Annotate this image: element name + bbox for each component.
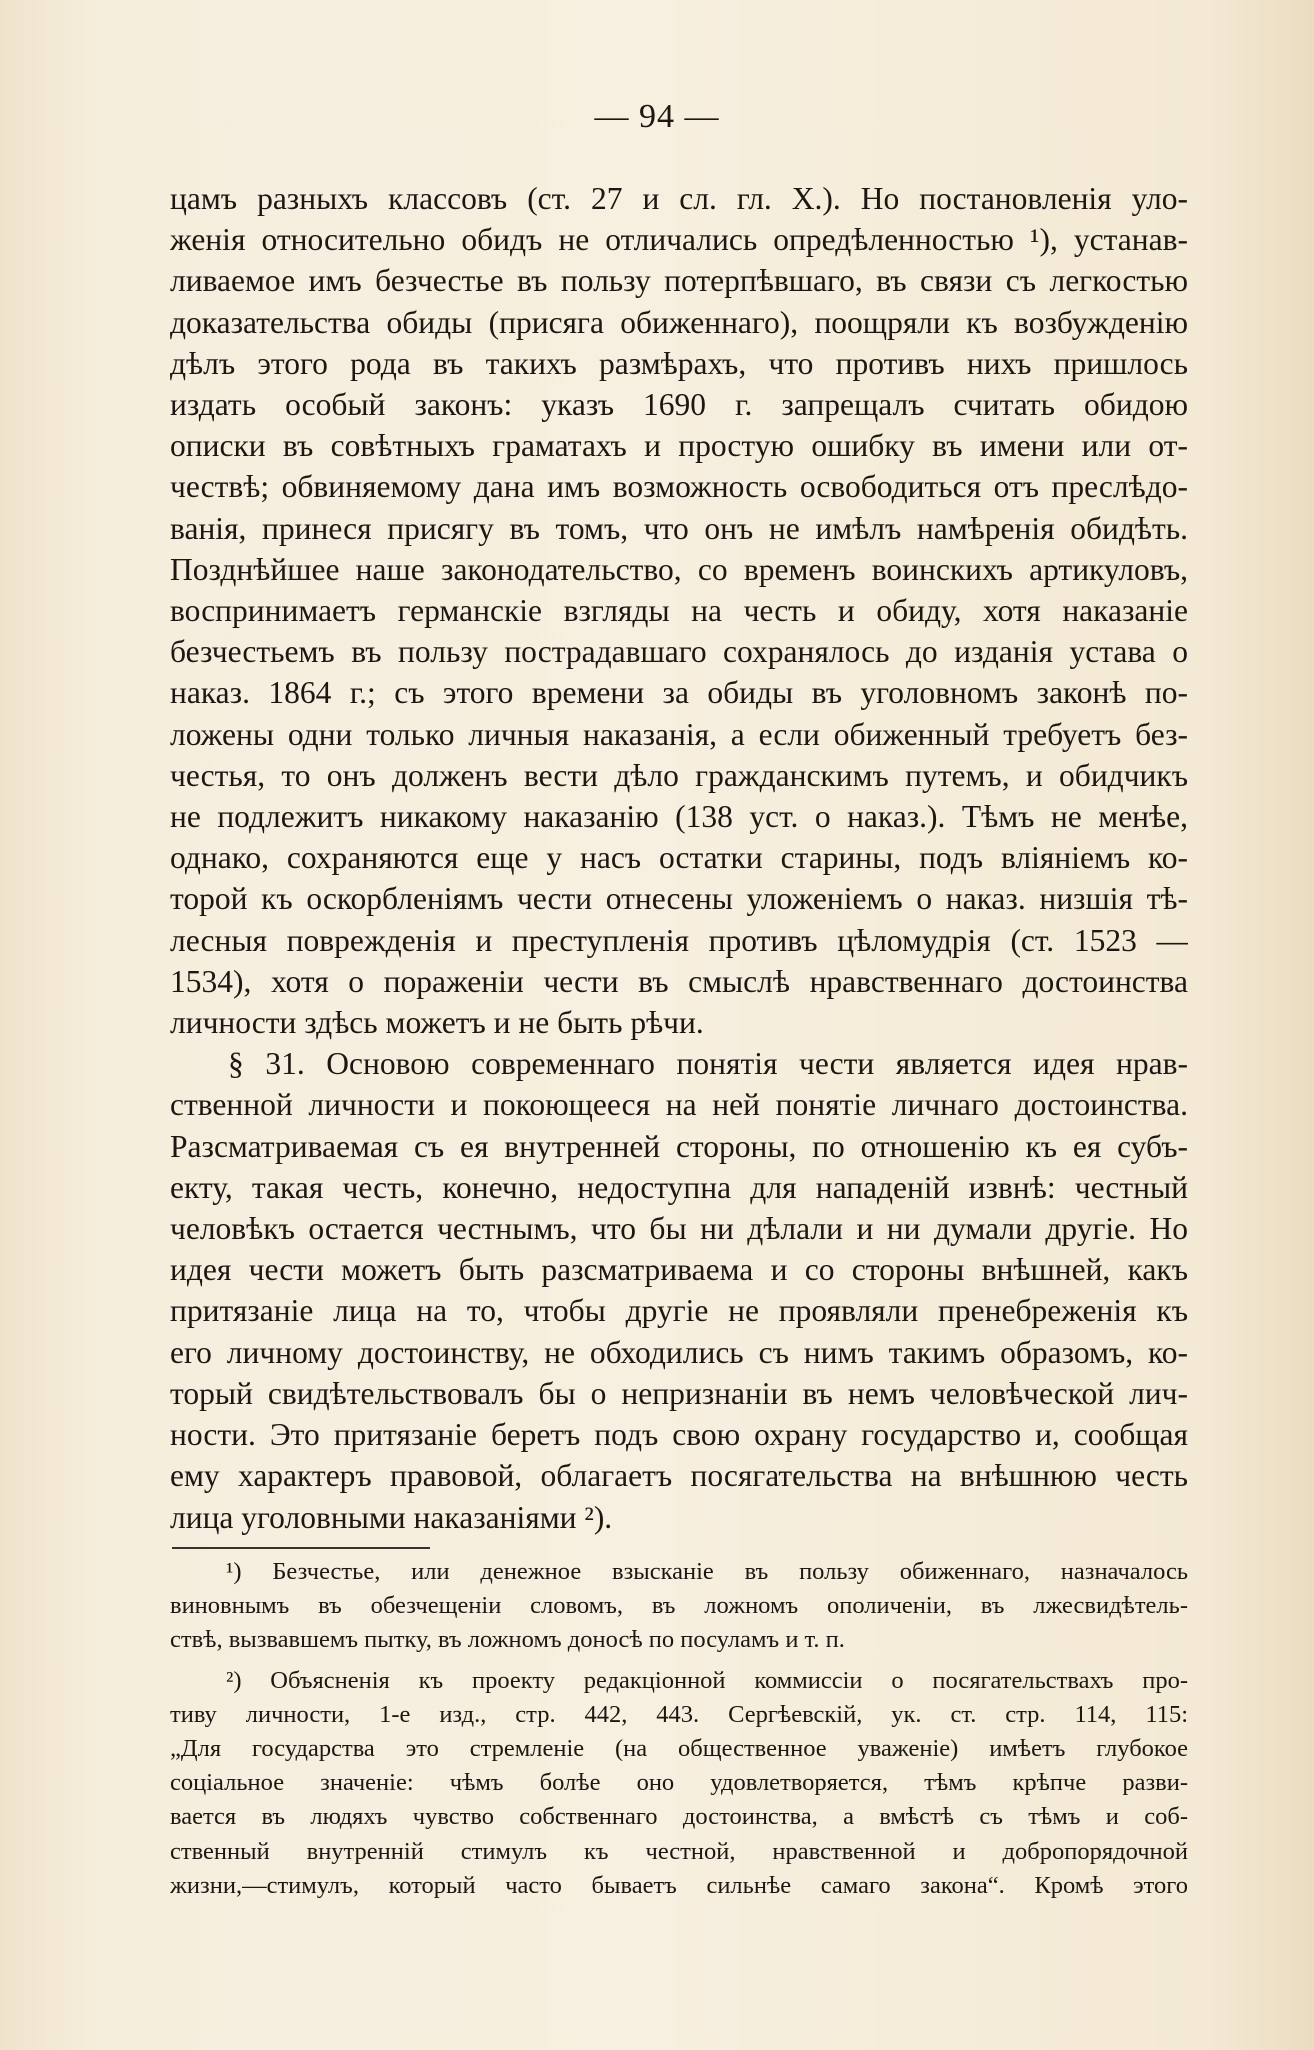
text-line: личности здѣсь можетъ и не быть рѣчи.	[170, 1005, 704, 1041]
text-line: его личному достоинству, не обходились съ нимъ такимъ образомъ, ко-	[170, 1334, 1188, 1370]
footnote-line: соціальное значеніе: чѣмъ болѣе оно удовлетворяется, тѣмъ крѣпче разви-	[170, 1769, 1188, 1797]
text-line: воспринимаетъ германскіе взгляды на честь и обиду, хотя наказаніе	[170, 593, 1188, 629]
text-line: ванія, принеся присягу въ томъ, что онъ не имѣлъ намѣренія обидѣть.	[170, 510, 1188, 546]
text-line: Позднѣйшее наше законодательство, со временъ воинскихъ артикуловъ,	[170, 551, 1188, 587]
text-line: торой къ оскорбленіямъ чести отнесены уложеніемъ о наказ. низшія тѣ-	[170, 881, 1188, 917]
text-line: издать особый законъ: указъ 1690 г. запрещалъ считать обидою	[170, 387, 1188, 423]
main-text	[170, 178, 1188, 1538]
text-line: описки въ совѣтныхъ граматахъ и простую ошибку въ имени или от-	[170, 428, 1188, 464]
text-line: человѣкъ остается честнымъ, что бы ни дѣлали и ни думали другіе. Но	[170, 1211, 1188, 1247]
footnote-line: вается въ людяхъ чувство собственнаго достоинства, а вмѣстѣ съ тѣмъ и соб-	[170, 1803, 1188, 1831]
text-line: женія относительно обидъ не отличались опредѣленностью ¹), устанав-	[170, 222, 1188, 258]
footnotes	[170, 1555, 1188, 1903]
text-line: наказ. 1864 г.; съ этого времени за обиды въ уголовномъ законѣ по-	[170, 675, 1188, 711]
footnote-line: тиву личности, 1-е изд., стр. 442, 443. Сергѣевскій, ук. ст. стр. 114, 115:	[170, 1700, 1188, 1728]
text-line: ности. Это притязаніе беретъ подъ свою охрану государство и, сообщая	[170, 1417, 1188, 1453]
text-line: ственной личности и покоющееся на ней понятіе личнаго достоинства.	[170, 1087, 1188, 1123]
text-line: Разсматриваемая съ ея внутренней стороны, по отношенію къ ея субъ-	[170, 1128, 1188, 1164]
text-line: ему характеръ правовой, облагаетъ посягательства на внѣшнюю честь	[170, 1458, 1188, 1494]
text-line: ложены одни только личныя наказанія, а если обиженный требуетъ без-	[170, 716, 1188, 752]
text-line: лица уголовными наказаніями ²).	[170, 1499, 613, 1535]
text-line: 1534), хотя о пораженіи чести въ смыслѣ нравственнаго достоинства	[170, 963, 1188, 999]
footnote-separator	[172, 1547, 430, 1549]
text-line: дѣлъ этого рода въ такихъ размѣрахъ, что противъ нихъ пришлось	[170, 345, 1188, 381]
text-line: цамъ разныхъ классовъ (ст. 27 и сл. гл. X.). Но постановленія уло-	[170, 181, 1188, 216]
text-line: притязаніе лица на то, чтобы другіе не проявляли пренебреженія къ	[170, 1293, 1188, 1329]
page-number: — 94 —	[594, 98, 720, 135]
text-line: торый свидѣтельствовалъ бы о непризнаніи въ немъ человѣческой лич-	[170, 1375, 1188, 1411]
footnote-line: ²) Объясненія къ проекту редакціонной коммиссіи о посягательствахъ про-	[226, 1666, 1188, 1694]
footnote-line: виновнымъ въ обезчещеніи словомъ, въ ложномъ ополиченіи, въ лжесвидѣтель-	[170, 1592, 1188, 1620]
footnote-line: ственный внутренній стимулъ къ честной, нравственной и добропорядочной	[170, 1837, 1188, 1865]
footnote-line: ствѣ, вызвавшемъ пытку, въ ложномъ доносѣ по посуламъ и т. п.	[170, 1626, 845, 1654]
text-line: чествѣ; обвиняемому дана имъ возможность освободиться отъ преслѣдо-	[170, 469, 1188, 505]
footnote-line: „Для государства это стремленіе (на общественное уваженіе) имѣетъ глубокое	[170, 1735, 1188, 1763]
text-line: не подлежитъ никакому наказанію (138 уст. о наказ.). Тѣмъ не менѣе,	[170, 799, 1188, 835]
text-line: лесныя поврежденія и преступленія противъ цѣломудрія (ст. 1523 —	[170, 922, 1188, 958]
text-line: однако, сохраняются еще у насъ остатки старины, подъ вліяніемъ ко-	[170, 840, 1188, 876]
section-heading-line: § 31. Основою современнаго понятія чести является идея нрав-	[228, 1046, 1188, 1082]
footnote-line: жизни,—стимулъ, который часто бываетъ сильнѣе самаго закона“. Кромѣ этого	[170, 1871, 1188, 1899]
footnote-line: ¹) Безчестье, или денежное взысканіе въ пользу обиженнаго, назначалось	[226, 1558, 1188, 1585]
text-line: доказательства обиды (присяга обиженнаго), поощряли къ возбужденію	[170, 304, 1188, 340]
text-line: ливаемое имъ безчестье въ пользу потерпѣвшаго, въ связи съ легкостью	[170, 263, 1188, 299]
text-line: честья, то онъ долженъ вести дѣло гражданскимъ путемъ, и обидчикъ	[170, 757, 1188, 793]
text-line: екту, такая честь, конечно, недоступна для нападеній извнѣ: честный	[170, 1169, 1188, 1205]
text-line: идея чести можетъ быть разсматриваема и со стороны внѣшней, какъ	[170, 1252, 1188, 1288]
text-line: безчестьемъ въ пользу пострадавшаго сохранялось до изданія устава о	[170, 634, 1188, 670]
